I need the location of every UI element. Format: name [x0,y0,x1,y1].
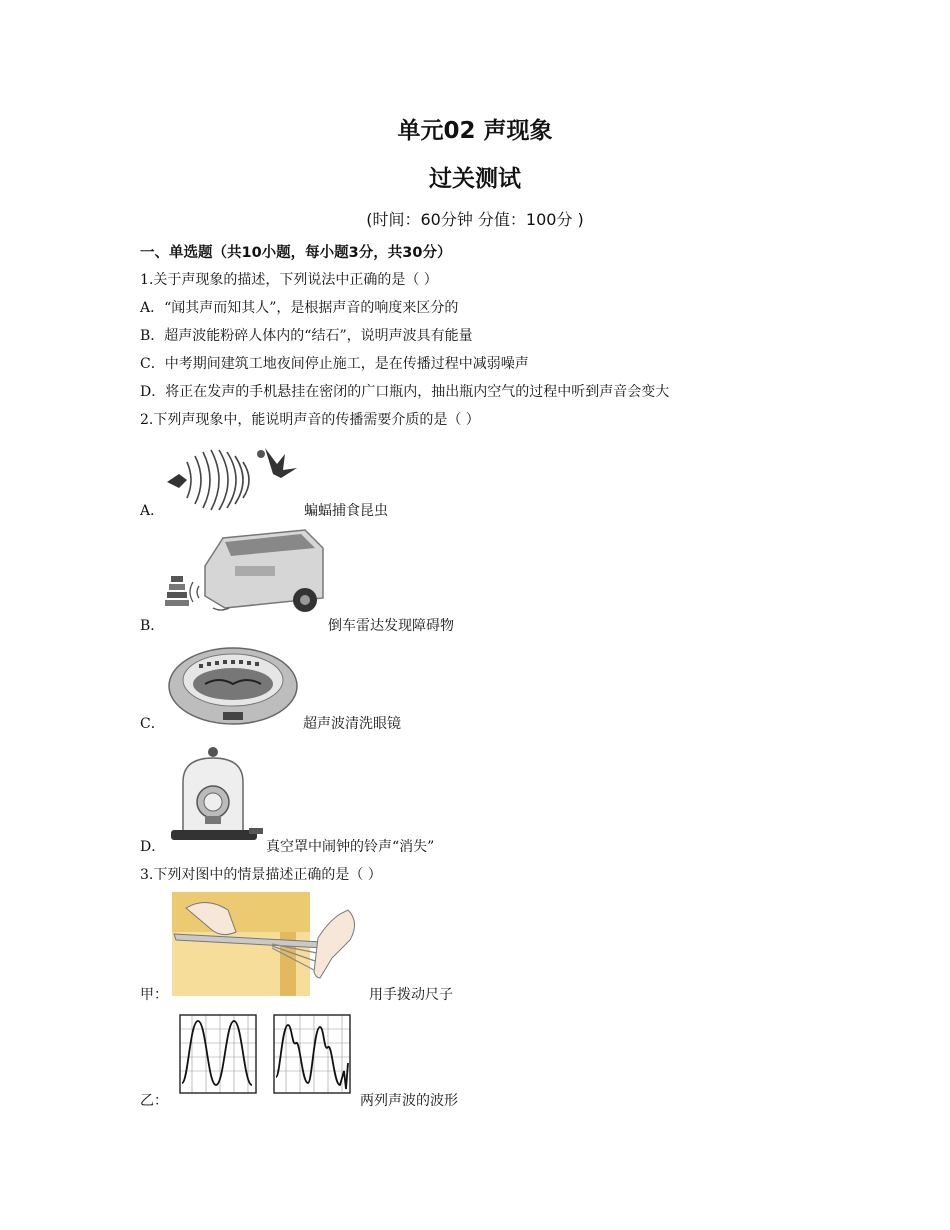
option-b-letter: B． [140,618,165,634]
option-c-caption: 超声波清洗眼镜 [303,716,401,732]
option-a-caption: 蝙蝠捕食昆虫 [304,503,388,519]
question-1-option-b: B．超声波能粉碎人体内的“结石”，说明声波具有能量 [140,328,473,344]
figure-jia-letter: 甲： [140,987,168,1003]
exam-meta: (时间：60分钟 分值：100分 ) [366,210,584,229]
figure-yi-letter: 乙： [140,1093,168,1109]
ruler-on-table-image [172,892,367,996]
question-2-stem: 2.下列声现象中，能说明声音的传播需要介质的是（ ） [140,412,480,428]
question-1-stem: 1.关于声现象的描述，下列说法中正确的是（ ） [140,272,438,288]
section-heading: 一、单选题（共10小题，每小题3分，共30分） [140,245,452,261]
option-c-letter: C． [140,716,165,732]
option-a-letter: A． [140,503,165,519]
option-b-caption: 倒车雷达发现障碍物 [328,618,454,634]
question-3-stem: 3.下列对图中的情景描述正确的是（ ） [140,867,382,883]
car-reverse-radar-image [165,526,325,616]
bell-jar-clock-image [165,746,265,846]
question-1-option-a: A．“闻其声而知其人”，是根据声音的响度来区分的 [140,300,459,316]
page-title: 单元02 声现象 [397,118,553,144]
figure-jia-caption: 用手拨动尺子 [369,987,453,1003]
bat-sound-waves-image [165,440,300,520]
question-1-option-c: C．中考期间建筑工地夜间停止施工，是在传播过程中减弱噪声 [140,356,529,372]
option-d-letter: D． [140,839,166,855]
ultrasonic-cleaner-image [165,638,300,728]
figure-yi-caption: 两列声波的波形 [360,1093,458,1109]
waveform-image [178,1013,353,1095]
page-subtitle: 过关测试 [429,166,521,192]
option-d-caption: 真空罩中闹钟的铃声“消失” [266,839,435,855]
question-1-option-d: D．将正在发声的手机悬挂在密闭的广口瓶内，抽出瓶内空气的过程中听到声音会变大 [140,384,670,400]
